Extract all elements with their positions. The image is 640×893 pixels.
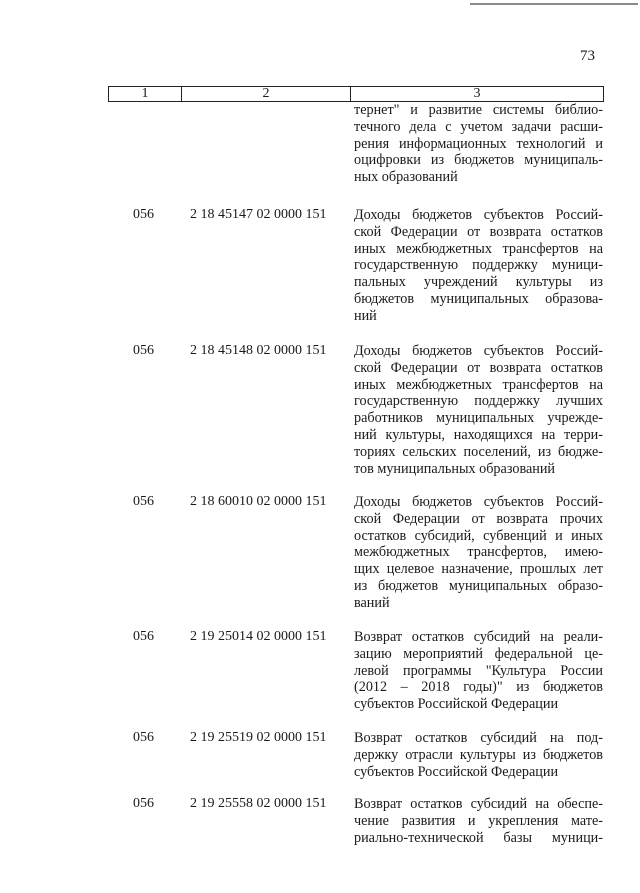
description-line: Доходы бюджетов субъектов Россий- — [354, 494, 603, 510]
description-line: тернет" и развитие системы библио- — [354, 102, 603, 118]
description-line: субъектов Российской Федерации — [354, 763, 559, 780]
description-line: ской Федерации от возврата остатков — [354, 359, 603, 376]
budget-classification-code: 2 18 45148 02 0000 151 — [190, 343, 327, 358]
description-line: Доходы бюджетов субъектов Россий- — [354, 343, 603, 359]
budget-classification-code: 2 19 25519 02 0000 151 — [190, 730, 327, 745]
description-line: пальных учреждений культуры из — [354, 274, 603, 291]
description-line: Доходы бюджетов субъектов Россий- — [354, 207, 603, 223]
page-number: 73 — [580, 48, 595, 64]
description-line: (2012 – 2018 годы)" из бюджетов — [354, 679, 603, 696]
admin-code: 056 — [133, 343, 154, 358]
description-line: ториях сельских поселений, из бюдже- — [354, 443, 603, 460]
admin-code: 056 — [133, 796, 154, 811]
description-line: рения информационных технологий и — [354, 135, 603, 152]
description-line: риально-технической базы муници- — [354, 829, 603, 846]
description-line: работников муниципальных учрежде- — [354, 410, 603, 427]
budget-classification-code: 2 19 25558 02 0000 151 — [190, 796, 327, 811]
admin-code: 056 — [133, 207, 154, 222]
row-description — [354, 207, 603, 325]
header-col-3: 3 — [351, 87, 604, 102]
description-line: бюджетов муниципальных образова- — [354, 290, 603, 307]
scan-edge-mark — [470, 3, 638, 5]
description-line: зацию мероприятий федеральной це- — [354, 645, 603, 662]
row-description — [354, 343, 603, 477]
row-description — [354, 796, 603, 846]
description-line: государственную поддержку лучших — [354, 393, 603, 410]
description-line: левой программы "Культура России — [354, 662, 603, 679]
budget-classification-code: 2 18 60010 02 0000 151 — [190, 494, 327, 509]
description-line: государственную поддержку муници- — [354, 257, 603, 274]
description-line: иных межбюджетных трансфертов на — [354, 240, 603, 257]
description-line: ской Федерации от возврата остатков — [354, 223, 603, 240]
description-line: Возврат остатков субсидий на обеспе- — [354, 796, 603, 812]
description-line: тов муниципальных образований — [354, 460, 556, 477]
description-line: межбюджетных трансфертов, имею- — [354, 544, 603, 561]
description-line: ных образований — [354, 169, 458, 186]
header-col-2: 2 — [182, 87, 351, 102]
row-description — [354, 494, 603, 612]
description-line: оцифровки из бюджетов муниципаль- — [354, 152, 603, 169]
description-line: течного дела с учетом задачи расши- — [354, 118, 603, 135]
description-line: чение развития и укрепления мате- — [354, 812, 603, 829]
description-line: субъектов Российской Федерации — [354, 696, 559, 713]
admin-code: 056 — [133, 629, 154, 644]
description-line: щих целевое назначение, прошлых лет — [354, 561, 603, 578]
description-line: ний — [354, 307, 377, 324]
description-line: из бюджетов муниципальных образо- — [354, 577, 603, 594]
description-line: остатков субсидий, субвенций и иных — [354, 527, 603, 544]
row-description — [354, 730, 603, 780]
description-line: держку отрасли культуры из бюджетов — [354, 746, 603, 763]
description-line: Возврат остатков субсидий на под- — [354, 730, 603, 746]
row-description — [354, 629, 603, 713]
continuation-description — [354, 102, 603, 186]
admin-code: 056 — [133, 494, 154, 509]
header-col-1: 1 — [109, 87, 182, 102]
budget-classification-code: 2 19 25014 02 0000 151 — [190, 629, 327, 644]
admin-code: 056 — [133, 730, 154, 745]
description-line: Возврат остатков субсидий на реали- — [354, 629, 603, 645]
description-line: иных межбюджетных трансфертов на — [354, 376, 603, 393]
budget-classification-code: 2 18 45147 02 0000 151 — [190, 207, 327, 222]
description-line: ваний — [354, 594, 390, 611]
column-header-table — [108, 86, 604, 102]
description-line: ний культуры, находящихся на терри- — [354, 426, 603, 443]
description-line: ской Федерации от возврата прочих — [354, 510, 603, 527]
